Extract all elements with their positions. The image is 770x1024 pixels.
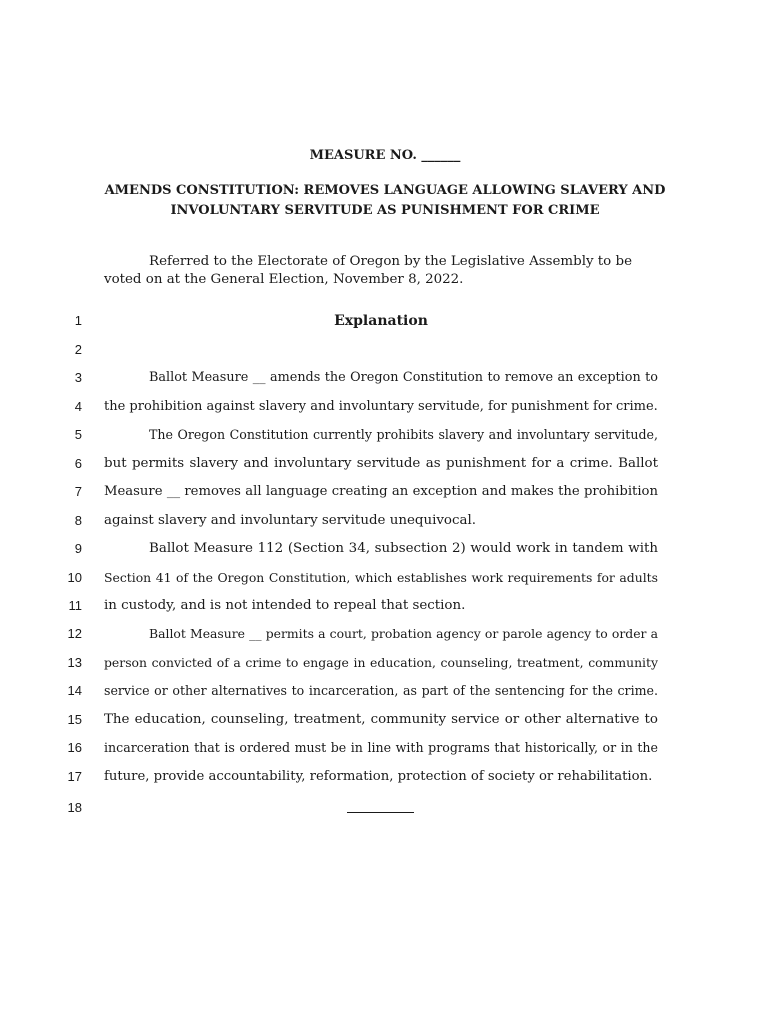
line-number: 8 bbox=[74, 513, 82, 528]
text-line: Ballot Measure __ amends the Oregon Constitution to remove an exception to bbox=[149, 370, 658, 385]
explanation-heading: Explanation bbox=[334, 313, 428, 329]
end-rule bbox=[347, 812, 414, 813]
text-line: person convicted of a crime to engage in education, counseling, treatment, community bbox=[104, 655, 658, 670]
line-number: 7 bbox=[74, 484, 82, 499]
referral-paragraph: Referred to the Electorate of Oregon by the Legislative Assembly to be voted on at the General Election, November 8, 2022. bbox=[104, 254, 632, 287]
line-number: 12 bbox=[67, 626, 82, 641]
measure-number-heading: MEASURE NO. ______ bbox=[309, 148, 461, 163]
line-number: 17 bbox=[67, 769, 82, 784]
line-number: 13 bbox=[67, 655, 82, 670]
line-number: 14 bbox=[67, 683, 82, 698]
line-number: 6 bbox=[74, 456, 82, 471]
line-number: 5 bbox=[74, 427, 82, 442]
line-number: 3 bbox=[74, 370, 82, 385]
line-number: 4 bbox=[74, 399, 82, 414]
text-line: the prohibition against slavery and involuntary servitude, for punishment for crime. bbox=[104, 399, 658, 414]
line-number: 18 bbox=[67, 800, 82, 815]
text-line: Section 41 of the Oregon Constitution, which establishes work requirements for adults bbox=[104, 570, 658, 585]
text-line: The Oregon Constitution currently prohibits slavery and involuntary servitude, bbox=[149, 427, 658, 442]
measure-title-line-2: INVOLUNTARY SERVITUDE AS PUNISHMENT FOR CRIME bbox=[170, 203, 600, 218]
text-line: future, provide accountability, reformation, protection of society or rehabilitation. bbox=[104, 769, 653, 784]
text-line: The education, counseling, treatment, community service or other alternative to bbox=[104, 712, 658, 727]
text-line: but permits slavery and involuntary servitude as punishment for a crime. Ballot bbox=[104, 456, 658, 471]
text-line: against slavery and involuntary servitude unequivocal. bbox=[104, 513, 476, 528]
text-line: Ballot Measure 112 (Section 34, subsection 2) would work in tandem with bbox=[149, 541, 658, 556]
text-line: Ballot Measure __ permits a court, probation agency or parole agency to order a bbox=[149, 626, 658, 641]
text-line: in custody, and is not intended to repeal that section. bbox=[104, 598, 466, 613]
measure-title-line-1: AMENDS CONSTITUTION: REMOVES LANGUAGE ALLOWING SLAVERY AND bbox=[104, 183, 666, 198]
text-line: service or other alternatives to incarceration, as part of the sentencing for the crime. bbox=[104, 683, 658, 698]
line-number: 16 bbox=[67, 740, 82, 755]
line-number: 9 bbox=[74, 541, 82, 556]
text-line: Measure __ removes all language creating an exception and makes the prohibition bbox=[104, 484, 658, 499]
line-number: 15 bbox=[67, 712, 82, 727]
text-line: incarceration that is ordered must be in line with programs that historically, or in the bbox=[104, 740, 658, 755]
measure-title bbox=[90, 181, 680, 221]
line-number: 10 bbox=[67, 570, 82, 585]
line-number: 11 bbox=[68, 598, 82, 613]
line-number: 2 bbox=[74, 342, 82, 357]
line-number: 1 bbox=[74, 313, 82, 328]
